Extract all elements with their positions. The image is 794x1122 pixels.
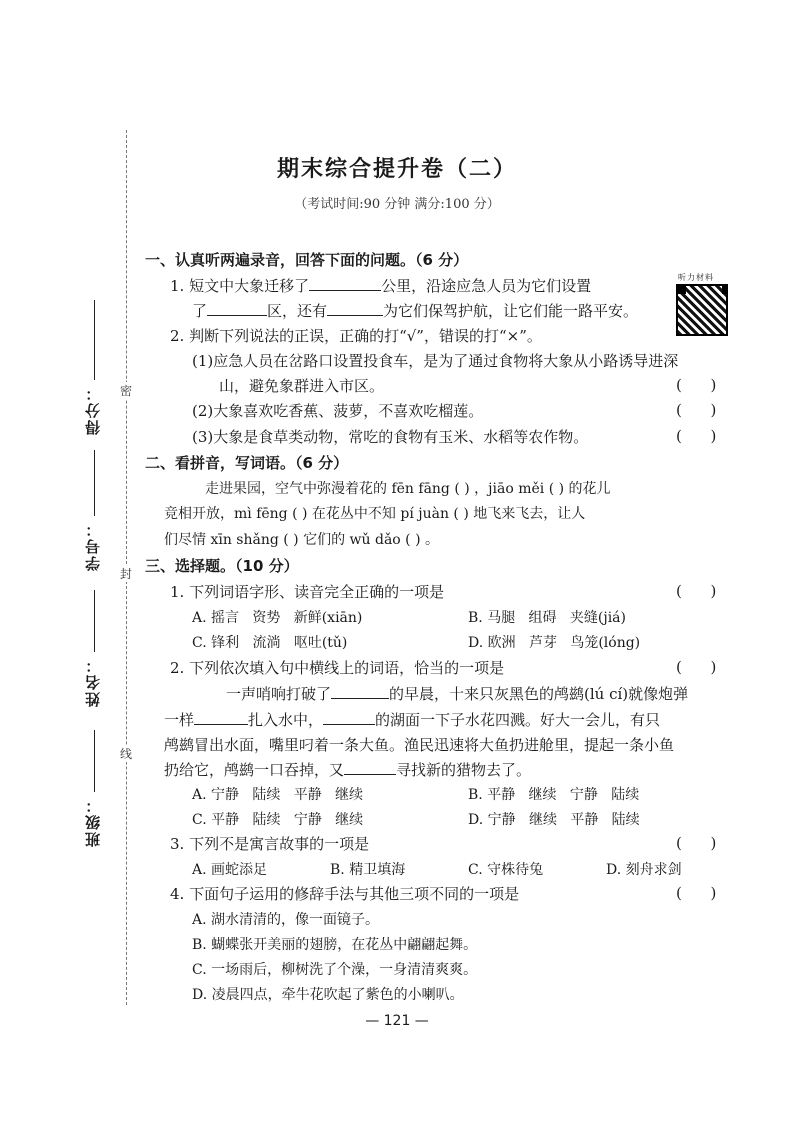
- s3-q4-option-c[interactable]: C. 一场雨后，柳树洗了个澡，一身清清爽爽。: [192, 962, 478, 978]
- s3-q1-option-a[interactable]: A. 摇言 资势 新鲜(xiān): [192, 610, 363, 626]
- score-label: 得分：: [84, 384, 102, 435]
- s3-q3-option-d[interactable]: D. 刻舟求剑: [606, 862, 682, 878]
- class-blank[interactable]: [94, 730, 95, 792]
- s1-statement-2: (2)大象喜欢吃香蕉、菠萝，不喜欢吃榴莲。: [192, 402, 484, 420]
- s2-line2: 竞相开放，mì fēng ( ) 在花丛中不知 pí juàn ( ) 地飞来飞去，让人: [164, 506, 586, 522]
- s3-q2-p2-text-a: 一样: [164, 711, 195, 729]
- answer-paren-s1-3[interactable]: ( ): [676, 427, 717, 445]
- s1-q1-text-e: 为它们保驾护航，让它们能一路平安。: [383, 302, 639, 320]
- qr-caption: 听力材料: [678, 273, 714, 282]
- s3-q2-blank4[interactable]: [344, 760, 396, 775]
- s3-q1-option-c[interactable]: C. 锋利 流淌 呕吐(tǔ): [192, 635, 348, 651]
- s1-statement-1b: 山，避免象群进入市区。: [219, 377, 385, 395]
- s3-q2-blank2[interactable]: [194, 710, 248, 725]
- s3-q2-blank1[interactable]: [331, 684, 389, 699]
- binding-mark-feng: 封: [119, 567, 132, 581]
- s3-q2-passage-line1: [226, 684, 688, 704]
- student-id-blank[interactable]: [94, 450, 95, 516]
- s3-q2-option-b[interactable]: B. 平静 继续 宁静 陆续: [468, 787, 640, 803]
- s3-q3-option-a[interactable]: A. 画蛇添足: [192, 862, 268, 878]
- section-1-heading: 一、认真听两遍录音，回答下面的问题。（6 分）: [145, 251, 469, 269]
- score-field: [82, 300, 106, 440]
- name-field: [82, 590, 106, 720]
- s3-q2-p1-text-a: 一声哨响打破了: [226, 685, 332, 703]
- s3-q4-option-a[interactable]: A. 湖水清清的，像一面镜子。: [192, 912, 380, 928]
- s3-q4: 4. 下面句子运用的修辞手法与其他三项不同的一项是: [170, 885, 520, 903]
- answer-paren-s1-2[interactable]: ( ): [676, 401, 717, 419]
- s1-statement-3: (3)大象是食草类动物，常吃的食物有玉米、水稻等农作物。: [192, 428, 589, 446]
- s1-q1-text-a: 1. 短文中大象迁移了: [170, 277, 310, 295]
- s3-q2-p4-text-a: 扔给它，鸬鹚一口吞掉，又: [164, 761, 345, 779]
- s2-line1: 走进果园，空气中弥漫着花的 fēn fāng ( ) ，jiāo měi ( ) 的花儿: [205, 481, 611, 497]
- s3-q2-passage-line3: 鸬鹚冒出水面，嘴里叼着一条大鱼。渔民迅速将大鱼扔进舱里，提起一条小鱼: [164, 736, 675, 754]
- s3-q1-option-d[interactable]: D. 欧洲 芦芽 鸟笼(lóng): [468, 635, 641, 651]
- s1-q2: 2. 判断下列说法的正误，正确的打“√”，错误的打“×”。: [170, 327, 542, 345]
- name-blank[interactable]: [94, 590, 95, 652]
- s3-q4-option-d[interactable]: D. 凌晨四点，牵牛花吹起了紫色的小喇叭。: [192, 987, 464, 1003]
- exam-info: （考试时间:90 分钟 满分:100 分）: [294, 197, 500, 212]
- s3-q3: 3. 下列不是寓言故事的一项是: [170, 835, 370, 853]
- student-id-field: [82, 450, 106, 580]
- s1-q1-text-d: 区，还有: [267, 302, 328, 320]
- s3-q2-p4-text-b: 寻找新的猎物去了。: [396, 761, 532, 779]
- s3-q2: 2. 下列依次填入句中横线上的词语，恰当的一项是: [170, 659, 505, 677]
- score-blank[interactable]: [94, 300, 95, 380]
- answer-paren-s3-q1[interactable]: ( ): [676, 582, 717, 600]
- s3-q3-option-b[interactable]: B. 精卫填海: [330, 862, 406, 878]
- s3-q2-passage-line2: [164, 710, 660, 730]
- binding-mark-xian: 线: [119, 747, 132, 761]
- s1-q1-line1: [170, 276, 591, 296]
- answer-paren-s3-q2[interactable]: ( ): [676, 658, 717, 676]
- s1-q1-line2: [192, 301, 638, 321]
- section-3-heading: 三、选择题。（10 分）: [145, 557, 299, 575]
- s3-q1-option-b[interactable]: B. 马腿 组碍 夹缝(jiá): [468, 610, 626, 626]
- page-title: 期末综合提升卷（二）: [276, 157, 517, 182]
- s1-q1-blank2[interactable]: [207, 301, 267, 316]
- s3-q2-p2-text-c: 的湖面一下子水花四溅。好大一会儿，有只: [375, 711, 661, 729]
- section-2-heading: 二、看拼音，写词语。（6 分）: [145, 454, 349, 472]
- class-label: 班级：: [84, 796, 102, 847]
- s1-q1-text-c: 了: [192, 302, 208, 320]
- answer-paren-s1-1[interactable]: ( ): [676, 376, 717, 394]
- binding-mark-mi: 密: [119, 384, 132, 398]
- s2-line3: 们尽情 xīn shǎng ( ) 它们的 wǔ dǎo ( ) 。: [164, 532, 440, 548]
- page-number: — 121 —: [365, 1013, 429, 1029]
- s3-q2-option-c[interactable]: C. 平静 陆续 宁静 继续: [192, 812, 364, 828]
- name-label: 姓名：: [84, 656, 102, 707]
- s3-q4-option-b[interactable]: B. 蝴蝶张开美丽的翅膀，在花丛中翩翩起舞。: [192, 937, 478, 953]
- answer-paren-s3-q3[interactable]: ( ): [676, 834, 717, 852]
- s3-q2-p1-text-b: 的早晨，十来只灰黑色的鸬鹚(lú cí)就像炮弹: [389, 685, 689, 703]
- s3-q2-blank3[interactable]: [323, 710, 375, 725]
- s1-statement-1a: (1)应急人员在岔路口设置投食车，是为了通过食物将大象从小路诱导进深: [192, 352, 679, 370]
- answer-paren-s3-q4[interactable]: ( ): [676, 884, 717, 902]
- s1-q1-blank1[interactable]: [309, 276, 381, 291]
- qr-code-icon[interactable]: [676, 284, 728, 336]
- class-field: [82, 730, 106, 860]
- s3-q2-p2-text-b: 扎入水中，: [248, 711, 324, 729]
- s3-q2-passage-line4: [164, 760, 531, 780]
- s3-q2-option-a[interactable]: A. 宁静 陆续 平静 继续: [192, 787, 364, 803]
- student-id-label: 学号：: [84, 520, 102, 571]
- s3-q2-option-d[interactable]: D. 宁静 继续 平静 陆续: [468, 812, 640, 828]
- s3-q3-option-c[interactable]: C. 守株待兔: [468, 862, 544, 878]
- s1-q1-text-b: 公里，沿途应急人员为它们设置: [381, 277, 592, 295]
- s1-q1-blank3[interactable]: [327, 301, 383, 316]
- s3-q1: 1. 下列词语字形、读音完全正确的一项是: [170, 583, 445, 601]
